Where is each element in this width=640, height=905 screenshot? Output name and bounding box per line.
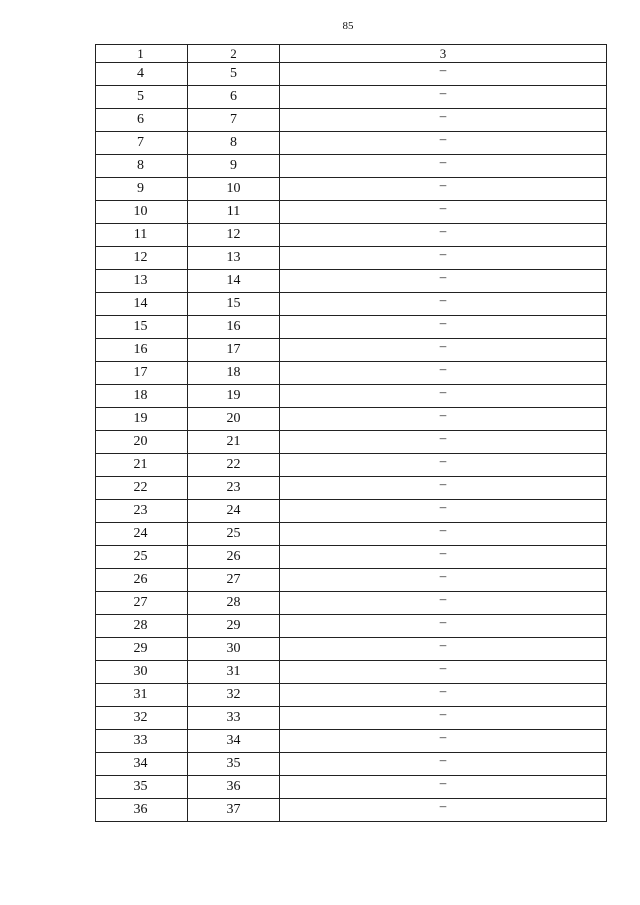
table-cell-col3 [280,477,607,500]
dash-value: – [439,613,447,629]
table-cell-col1: 23 [96,500,188,523]
table-row [96,86,607,109]
table-row [96,776,607,799]
dash-value: – [439,176,447,192]
table-row [96,569,607,592]
table-cell-col2: 6 [188,86,280,109]
table-row [96,799,607,822]
table-row [96,201,607,224]
table-cell-col2: 23 [188,477,280,500]
table-row [96,454,607,477]
table-cell-col1: 15 [96,316,188,339]
dash-value: – [439,222,447,238]
table-cell-col1: 33 [96,730,188,753]
table-cell-col2: 13 [188,247,280,270]
table-cell-col1: 6 [96,109,188,132]
dash-value: – [439,728,447,744]
table-row [96,523,607,546]
table-row [96,684,607,707]
table-cell-col2: 11 [188,201,280,224]
table-cell-col1: 29 [96,638,188,661]
dash-value: – [439,245,447,261]
table-cell-col1: 28 [96,615,188,638]
table-cell-col2: 7 [188,109,280,132]
table-cell-col1: 27 [96,592,188,615]
dash-value: – [439,751,447,767]
table-cell-col2: 20 [188,408,280,431]
column-header-2: 2 [188,45,280,63]
table-row [96,132,607,155]
table-cell-col3 [280,799,607,822]
table-cell-col2: 28 [188,592,280,615]
table-cell-col2: 16 [188,316,280,339]
table-cell-col3 [280,776,607,799]
table-cell-col2: 31 [188,661,280,684]
table-row [96,63,607,86]
table-cell-col3 [280,132,607,155]
table-cell-col3 [280,293,607,316]
table-cell-col3 [280,546,607,569]
table-cell-col2: 32 [188,684,280,707]
dash-value: – [439,544,447,560]
dash-value: – [439,498,447,514]
data-table [95,44,607,822]
table-cell-col3 [280,155,607,178]
table-row [96,270,607,293]
table-cell-col2: 25 [188,523,280,546]
table-cell-col1: 17 [96,362,188,385]
table-cell-col1: 36 [96,799,188,822]
table-cell-col2: 9 [188,155,280,178]
dash-value: – [439,659,447,675]
table-cell-col2: 34 [188,730,280,753]
table-cell-col3 [280,569,607,592]
table-row [96,431,607,454]
table-cell-col3 [280,500,607,523]
table-cell-col2: 24 [188,500,280,523]
table-cell-col1: 21 [96,454,188,477]
table-cell-col3 [280,730,607,753]
table-cell-col2: 29 [188,615,280,638]
table-row [96,546,607,569]
table-cell-col3 [280,753,607,776]
dash-value: – [439,567,447,583]
dash-value: – [439,636,447,652]
table-cell-col2: 14 [188,270,280,293]
table-cell-col3 [280,615,607,638]
table-row [96,178,607,201]
table-cell-col1: 5 [96,86,188,109]
table-cell-col1: 8 [96,155,188,178]
dash-value: – [439,84,447,100]
dash-value: – [439,797,447,813]
table-cell-col3 [280,592,607,615]
table-cell-col1: 13 [96,270,188,293]
table-cell-col3 [280,431,607,454]
table-cell-col1: 11 [96,224,188,247]
table-cell-col3 [280,63,607,86]
dash-value: – [439,774,447,790]
table-cell-col3 [280,661,607,684]
table-row [96,661,607,684]
table-cell-col1: 9 [96,178,188,201]
table-cell-col1: 19 [96,408,188,431]
dash-value: – [439,429,447,445]
table-cell-col1: 7 [96,132,188,155]
dash-value: – [439,452,447,468]
table-header-row [96,45,607,63]
table-cell-col1: 34 [96,753,188,776]
dash-value: – [439,475,447,491]
table-cell-col3 [280,454,607,477]
dash-value: – [439,590,447,606]
table-row [96,592,607,615]
table-cell-col1: 16 [96,339,188,362]
table-row [96,362,607,385]
table-row [96,109,607,132]
table-cell-col1: 18 [96,385,188,408]
table-cell-col3 [280,86,607,109]
table-row [96,730,607,753]
table-cell-col1: 4 [96,63,188,86]
dash-value: – [439,268,447,284]
table-cell-col3 [280,684,607,707]
table-cell-col2: 12 [188,224,280,247]
table-cell-col2: 22 [188,454,280,477]
table-cell-col2: 19 [188,385,280,408]
table-cell-col1: 31 [96,684,188,707]
table-cell-col1: 35 [96,776,188,799]
dash-value: – [439,383,447,399]
dash-value: – [439,199,447,215]
table-cell-col3 [280,224,607,247]
dash-value: – [439,107,447,123]
table-cell-col3 [280,385,607,408]
dash-value: – [439,153,447,169]
table-cell-col2: 15 [188,293,280,316]
dash-value: – [439,406,447,422]
table-cell-col1: 20 [96,431,188,454]
table-cell-col1: 32 [96,707,188,730]
table-row [96,247,607,270]
dash-value: – [439,291,447,307]
table-row [96,638,607,661]
table-cell-col3 [280,316,607,339]
table-cell-col2: 5 [188,63,280,86]
table-row [96,339,607,362]
table-row [96,753,607,776]
table-cell-col3 [280,270,607,293]
table-cell-col3 [280,362,607,385]
table-cell-col2: 37 [188,799,280,822]
table-row [96,385,607,408]
table-row [96,408,607,431]
table-row [96,477,607,500]
table-cell-col2: 27 [188,569,280,592]
table-cell-col2: 10 [188,178,280,201]
table-cell-col3 [280,638,607,661]
dash-value: – [439,61,447,77]
dash-value: – [439,682,447,698]
table-cell-col1: 30 [96,661,188,684]
table-cell-col2: 8 [188,132,280,155]
table-cell-col3 [280,247,607,270]
table-row [96,155,607,178]
table-cell-col2: 21 [188,431,280,454]
dash-value: – [439,705,447,721]
table-cell-col3 [280,109,607,132]
table-cell-col2: 26 [188,546,280,569]
dash-value: – [439,360,447,376]
table-cell-col2: 35 [188,753,280,776]
table-cell-col1: 25 [96,546,188,569]
column-header-1: 1 [96,45,188,63]
table-cell-col3 [280,339,607,362]
dash-value: – [439,314,447,330]
table-row [96,707,607,730]
table-cell-col1: 22 [96,477,188,500]
table-cell-col1: 12 [96,247,188,270]
table-cell-col1: 10 [96,201,188,224]
table-cell-col3 [280,523,607,546]
table-cell-col1: 24 [96,523,188,546]
table-cell-col2: 30 [188,638,280,661]
table-cell-col3 [280,178,607,201]
table-cell-col3 [280,408,607,431]
table-row [96,224,607,247]
table-cell-col3 [280,201,607,224]
table-body [96,63,607,822]
table-cell-col1: 26 [96,569,188,592]
table-cell-col2: 18 [188,362,280,385]
dash-value: – [439,130,447,146]
table-cell-col1: 14 [96,293,188,316]
page-number: 85 [342,20,354,32]
table-cell-col2: 33 [188,707,280,730]
table-cell-col3 [280,707,607,730]
table-row [96,615,607,638]
table-row [96,293,607,316]
column-header-3: 3 [280,45,607,63]
dash-value: – [439,521,447,537]
dash-value: – [439,337,447,353]
table-cell-col2: 36 [188,776,280,799]
table-row [96,500,607,523]
table-cell-col2: 17 [188,339,280,362]
table-row [96,316,607,339]
